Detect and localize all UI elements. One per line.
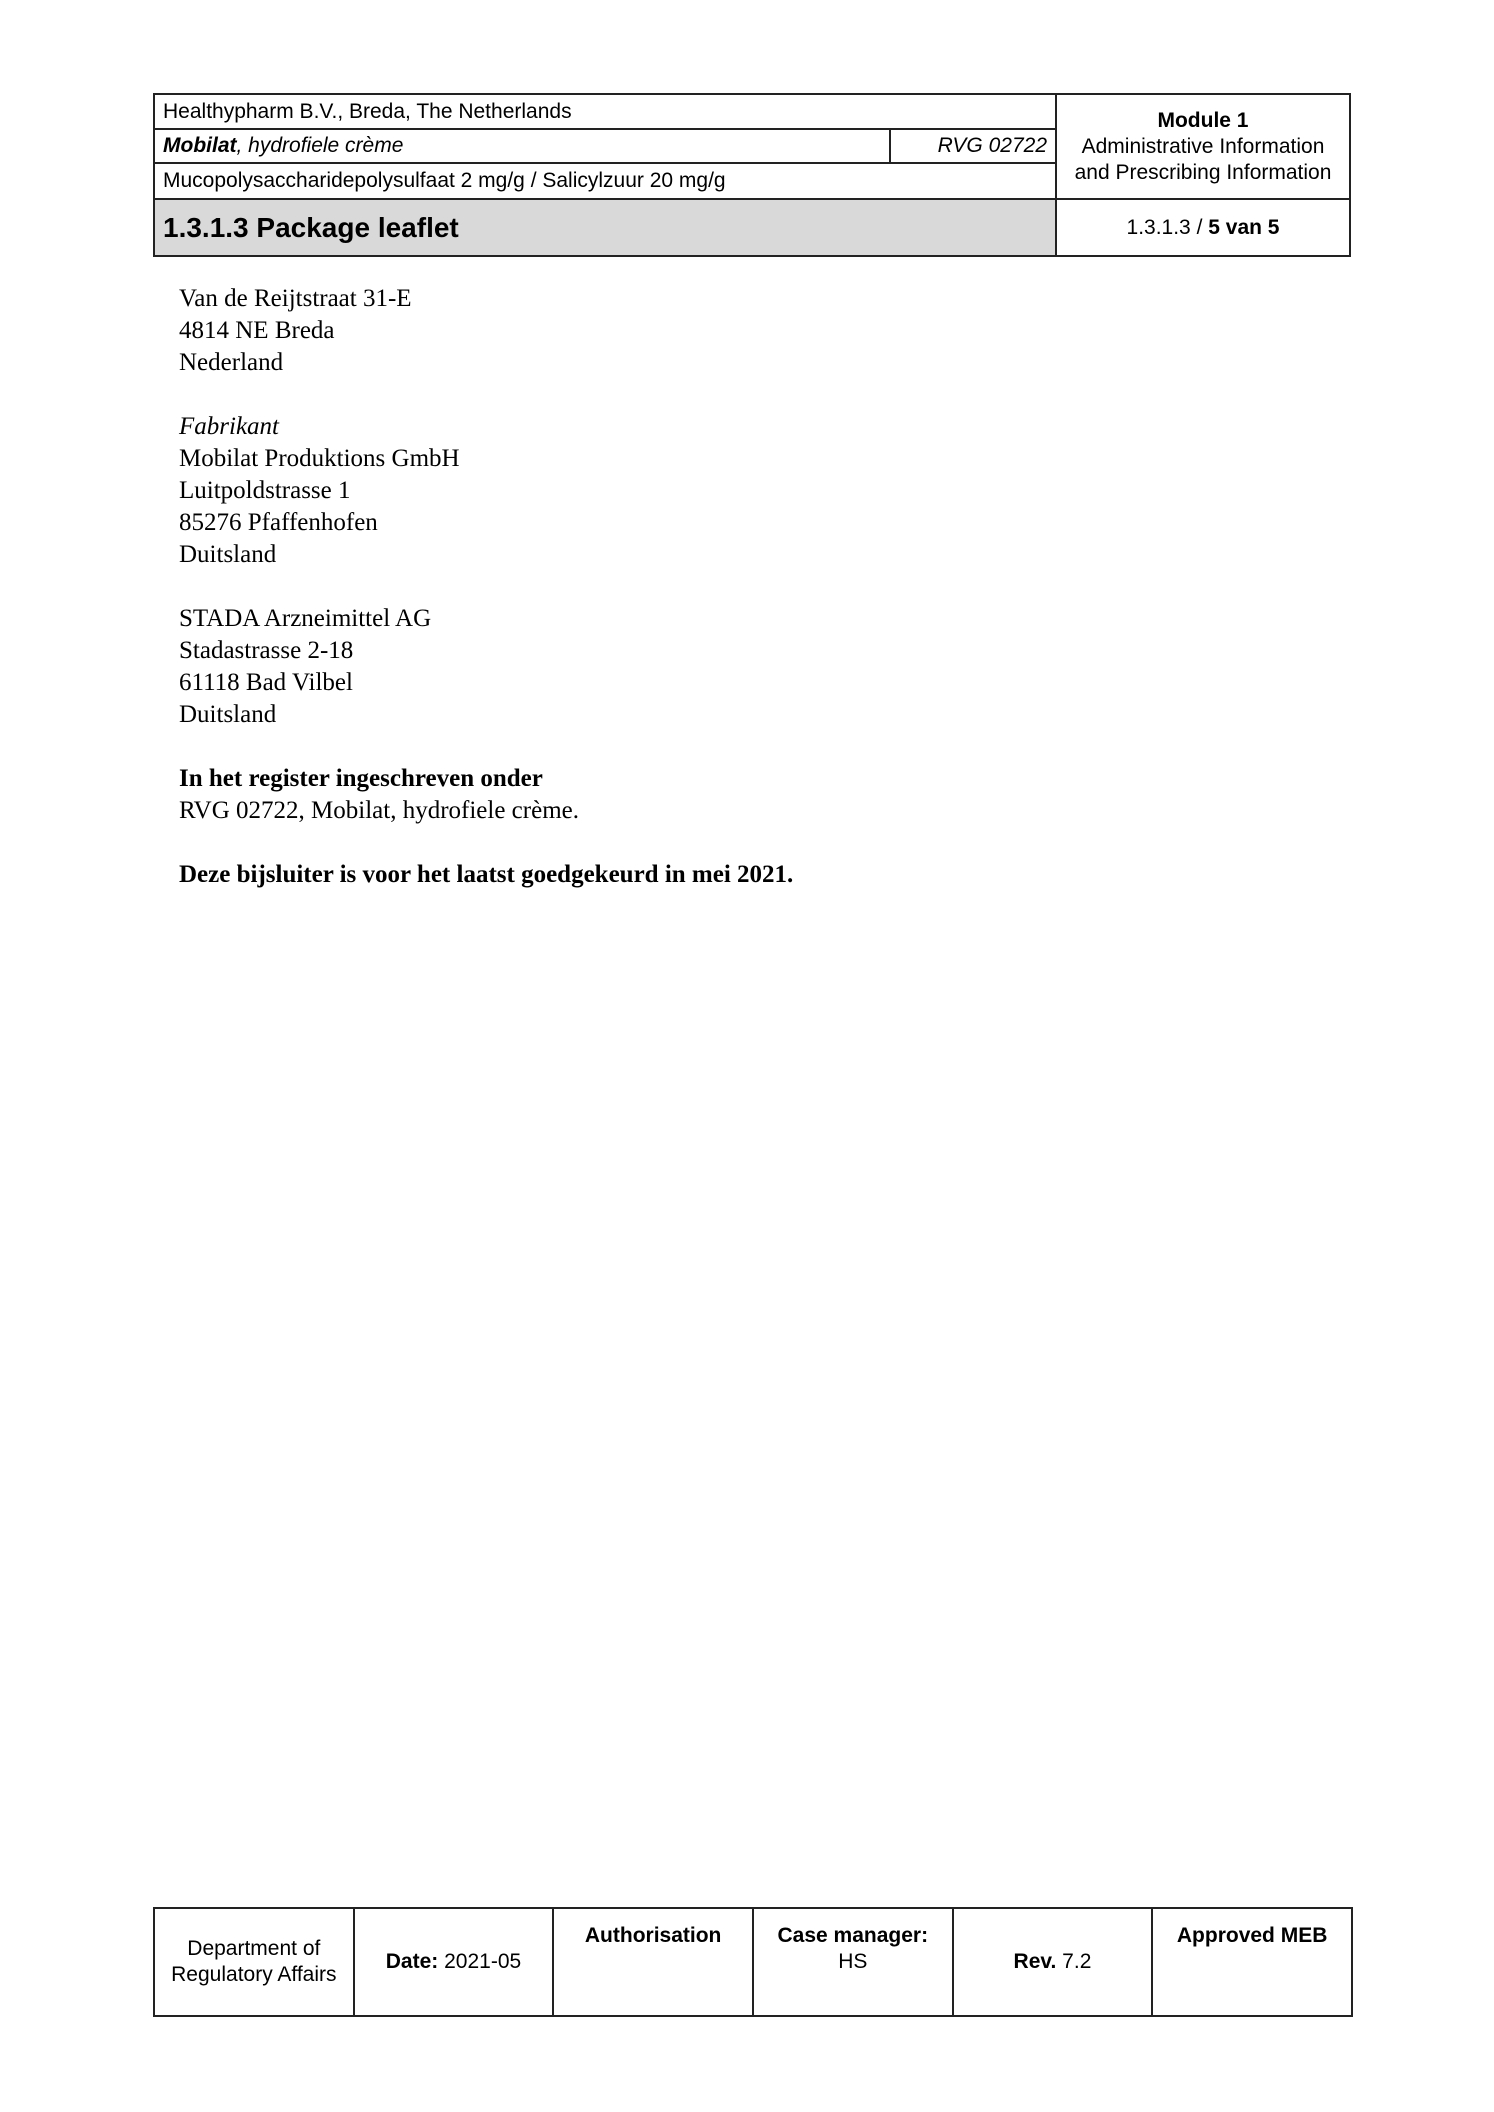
page-indicator <box>1056 199 1350 256</box>
page-prefix: 1.3.1.3 / <box>1126 215 1209 239</box>
address-line: Van de Reijtstraat 31-E <box>179 285 412 312</box>
address-line: Nederland <box>179 349 284 376</box>
module-info <box>1056 94 1350 199</box>
date-label: Date: <box>385 1950 439 1973</box>
register-block <box>179 763 793 827</box>
section-title: 1.3.1.3 Package leaflet <box>154 199 1056 256</box>
address-line: Stadastrasse 2-18 <box>179 637 354 664</box>
module-title: Module 1 <box>1157 108 1249 132</box>
rvg-number: RVG 02722 <box>890 129 1056 163</box>
case-manager <box>753 1908 953 2016</box>
department <box>154 1908 354 2016</box>
product-name-cell <box>154 129 890 163</box>
approved-meb: Approved MEB <box>1152 1908 1352 2016</box>
product-name: Mobilat <box>163 134 237 157</box>
address-line: Duitsland <box>179 541 277 568</box>
address-block-3 <box>179 603 793 731</box>
address-line: Luitpoldstrasse 1 <box>179 477 351 504</box>
module-line1: Administrative Information <box>1081 134 1325 158</box>
manufacturer-label: Fabrikant <box>179 413 279 440</box>
module-line2: and Prescribing Information <box>1074 160 1332 184</box>
department-line: Department of <box>187 1937 321 1960</box>
product-desc: , hydrofiele crème <box>236 134 404 157</box>
address-line: Mobilat Produktions GmbH <box>179 445 460 472</box>
document-footer <box>153 1907 1353 2017</box>
composition: Mucopolysaccharidepolysulfaat 2 mg/g / Salicylzuur 20 mg/g <box>154 163 1056 199</box>
authorisation: Authorisation <box>553 1908 753 2016</box>
address-line: 4814 NE Breda <box>179 317 335 344</box>
approval-statement: Deze bijsluiter is voor het laatst goedgekeurd in mei 2021. <box>179 861 794 888</box>
case-manager-value: HS <box>838 1950 868 1973</box>
register-heading: In het register ingeschreven onder <box>179 765 543 792</box>
manufacturer-block <box>179 411 793 571</box>
address-line: STADA Arzneimittel AG <box>179 605 432 632</box>
case-manager-label: Case manager: <box>777 1924 929 1947</box>
rev-label: Rev. <box>1013 1950 1057 1973</box>
company-name: Healthypharm B.V., Breda, The Netherlands <box>154 94 1056 129</box>
department-line: Regulatory Affairs <box>171 1963 337 1986</box>
address-line: 85276 Pfaffenhofen <box>179 509 378 536</box>
address-line: 61118 Bad Vilbel <box>179 669 353 696</box>
address-block-1 <box>179 283 793 379</box>
address-line: Duitsland <box>179 701 277 728</box>
revision <box>953 1908 1153 2016</box>
document-header <box>153 93 1351 257</box>
register-text: RVG 02722, Mobilat, hydrofiele crème. <box>179 797 579 824</box>
date-cell <box>354 1908 554 2016</box>
page-number: 5 van 5 <box>1208 215 1280 239</box>
rev-value: 7.2 <box>1056 1950 1092 1973</box>
leaflet-body <box>179 283 793 923</box>
date-value: 2021-05 <box>438 1950 522 1973</box>
